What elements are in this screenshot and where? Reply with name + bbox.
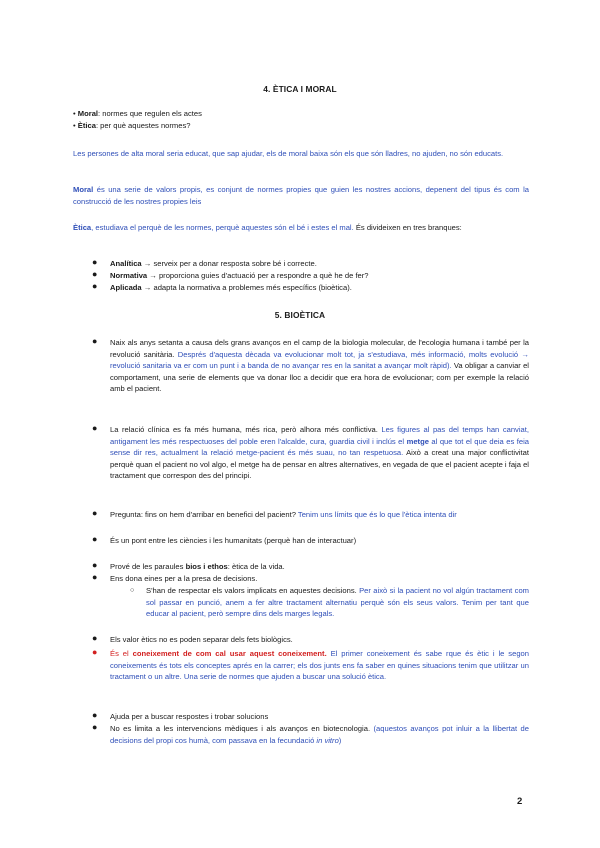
branch-text: adapta la normativa a problemes més específics (bioètica). <box>151 283 352 292</box>
paragraph-persones: Les persones de alta moral seria educat, que sap ajudar, els de moral baixa són els que són lladres, no ajuden, no són educats. <box>73 149 504 158</box>
item-pregunta <box>110 509 457 521</box>
bullet-marker: ● <box>92 710 98 720</box>
item-text: La relació clínica es fa més humana, més rica, però alhora més conflictiva. <box>110 425 378 434</box>
item-text: Pregunta: fins on hem d'arribar en benefici del pacient? <box>110 510 296 519</box>
item-text: : ètica de la vida. <box>227 562 285 571</box>
item-no-es-limita <box>110 723 529 746</box>
item-note: Per això si la pacient no vol algún tractament com sol passar en punció, anem a fer altre tractament alternatiu perquè són els seus valors. Tenim per tant que educar al pacient, però sempre dins dels marges legals. <box>146 586 529 619</box>
item-highlight: És el <box>110 649 133 658</box>
item-relacio-clinica <box>110 424 529 482</box>
sub-bullet-marker: ○ <box>130 587 135 594</box>
bullet-marker: ● <box>92 572 98 582</box>
branch-aplicada <box>110 282 352 294</box>
bullet-marker: ● <box>92 560 98 570</box>
bullet-marker: ● <box>92 269 98 279</box>
item-bios-ethos <box>110 561 285 573</box>
definition-moral <box>73 108 202 120</box>
item-highlight-bold: coneixement de com cal usar aquest coneixement. <box>132 649 327 658</box>
branch-term: Normativa → <box>110 271 157 280</box>
branch-normativa <box>110 270 369 282</box>
term-moral-bold: Moral <box>73 185 94 194</box>
paragraph-moral <box>73 184 529 207</box>
etica-description: , estudiava el perquè de les normes, perquè aquestes són el bé i estes el mal. <box>91 223 354 232</box>
bullet-marker: • <box>73 121 78 130</box>
item-text: Prové de les paraules <box>110 562 186 571</box>
item-eines-decisions: Ens dona eines per a la presa de decisions. <box>110 574 258 583</box>
bullet-marker: ● <box>92 534 98 544</box>
bullet-marker: ● <box>92 647 98 657</box>
item-note: Les figures al pas del temps han canviat, antigament les més respectuoses del poble eren l'alcalde, cura, guardia civil i inclús el <box>110 425 529 446</box>
term-metge: metge <box>406 436 429 446</box>
item-note: (aquestos avanços pot inluir a la llibertat de decisions del propi cos humà, com passava en la fecundació <box>110 724 529 745</box>
item-text: Naix als anys setanta a causa dels grans avanços en el camp de la biologia molecular, de l'ecologia humana i també per la revolució sanitària. <box>110 338 529 359</box>
item-note: Tenim uns límits que és lo que l'ètica intenta dir <box>295 510 457 519</box>
term-moral: Moral <box>77 109 99 118</box>
term-in-vitro: in vitro <box>316 735 339 745</box>
moral-description: és una serie de valors propis, es conjunt de normes propies que guien les nostres accions, depenent del tipus és com la construcció de les nostres propies leis <box>73 185 529 206</box>
section-title-etica-moral: 4. ÈTICA I MORAL <box>263 84 337 94</box>
etica-branches-intro: És divideixen en tres branques: <box>353 223 462 232</box>
term-etica-bold: Ètica <box>73 223 92 232</box>
item-note: al que tot el que deia es feia sense dir res, actualment la relació metge-pacient és més suau, no tan respetuosa. <box>110 436 529 458</box>
bullet-marker: ● <box>92 336 98 346</box>
branch-text: proporciona guies d'actuació per a respondre a què he de fer? <box>156 271 369 280</box>
bullet-marker: ● <box>92 508 98 518</box>
item-text: Això a creat una major conflictivitat perquè quan el pacient no vol algo, el metge ha de pensar en altres alternatives, en vegada de que el pacient acepte i faja el tractament que correspon des del principi. <box>110 448 529 481</box>
page-number: 2 <box>517 796 523 807</box>
subitem-respectar-valors <box>146 585 529 620</box>
item-origen-bioetica <box>110 337 529 395</box>
item-pont: És un pont entre les ciències i les humanitats (perquè han de interactuar) <box>110 536 357 545</box>
branch-analitica <box>110 258 317 270</box>
branch-term: Aplicada → <box>110 283 152 292</box>
paragraph-etica <box>73 222 529 234</box>
bullet-marker: ● <box>92 633 98 643</box>
item-valors-etics: Els valor ètics no es poden separar dels fets biològics. <box>110 635 293 644</box>
item-text: No es limita a les intervencions mèdiques i als avanços en biotecnologia. <box>110 724 371 733</box>
item-respostes: Ajuda per a buscar respostes i trobar solucions <box>110 712 269 721</box>
item-text: Va obligar a canviar el comportament, una serie de elements que va donar lloc a decidir que era hora de evolucionar; com per exemple la relació amb el pacient. <box>110 361 529 394</box>
bullet-marker: ● <box>92 722 98 732</box>
section-title-bioetica: 5. BIOÈTICA <box>274 310 326 320</box>
definition-etica <box>73 120 191 132</box>
item-text: S'han de respectar els valors implicats en aquestes decisions. <box>146 586 357 595</box>
item-note: El primer coneixement és sabe rque és ètic i le segon coneixements és tots els conceptes aprés en la carrer; els dos junts ens fa saber en quines situacions tenim que utilitzar un tractament o un altre. Una serie de normes que ajuden a buscar una solució ètica. <box>110 649 529 682</box>
definition-text: : per què aquestes normes? <box>95 121 191 130</box>
item-coneixement <box>110 648 529 683</box>
item-note: Després d'aquesta dècada va evolucionar molt tot, ja s'estudiava, més informació, molts evolució → revolució sanitaria va er com un punt i a banda de no avançar res en la sanitat a avançar molt ràpid). <box>110 349 529 371</box>
bullet-marker: ● <box>92 281 98 291</box>
branch-text: serveix per a donar resposta sobre bé i correcte. <box>151 259 317 268</box>
definition-text: : normes que regulen els actes <box>98 109 202 118</box>
bullet-marker: ● <box>92 423 98 433</box>
term-bios-ethos: bios i ethos <box>185 562 228 571</box>
bullet-marker: ● <box>92 257 98 267</box>
bullet-marker: • <box>73 109 78 118</box>
branch-term: Analítica → <box>110 259 152 268</box>
term-etica: Ètica <box>77 121 96 130</box>
item-note-close: ) <box>338 735 342 745</box>
